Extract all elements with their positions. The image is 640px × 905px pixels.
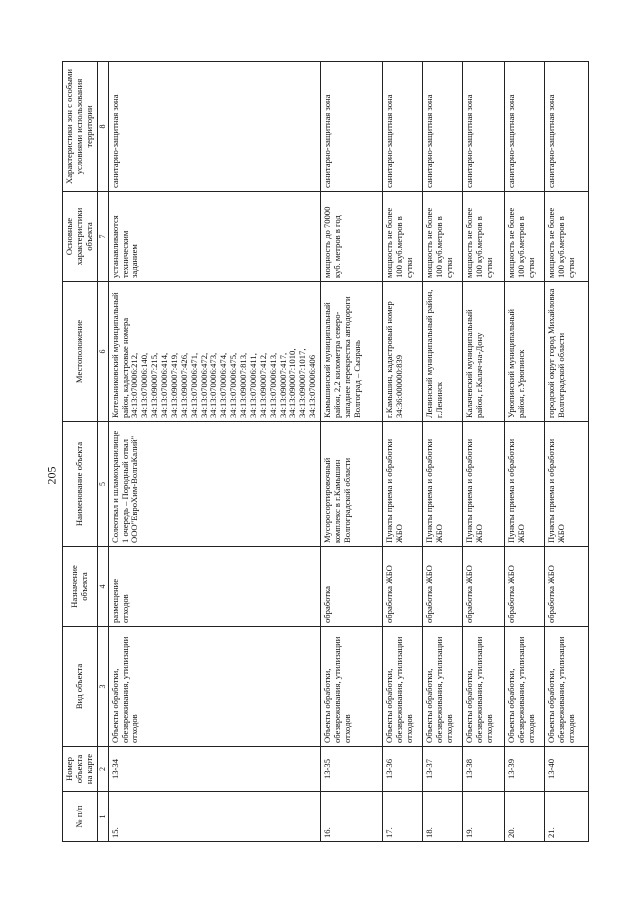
row-location: Ленинский муниципальный район, г.Ленинск [423, 282, 463, 422]
row-zone: санитарно-защитная зона [545, 62, 589, 192]
row-map-code: 13-35 [321, 747, 383, 792]
row-object-type: Объекты обработки, обезвреживания, утилизации отходов [423, 627, 463, 747]
header-location: Местоположение [63, 282, 98, 422]
table-row [463, 62, 505, 842]
document-sheet [62, 62, 582, 842]
row-object-type: Объекты обработки, обезвреживания, утилизации отходов [383, 627, 423, 747]
row-object-type: Объекты обработки, обезвреживания, утилизации отходов [463, 627, 505, 747]
row-purpose: обработка ЖБО [423, 547, 463, 627]
row-location: Котельниковский муниципальный район, кадастровые номера 34:13:070006:212, 34:13:070006:140, 34:13:090007:215, 34:13:070006:414, 34:13:090007:419, 34:13:090007:426, 34:13:070006:471, 34:13:070006:472, 34:13:070006:473, 34:13:070006:474, 34:13:070006:475, 34:13:090007:813, 34:13:070006:411, 34:13:090007:412, 34:13:070006:413, 34:13:090007:417, 34:13:090007:1010, 34:13:090007:1017, 34:13:070006:406 [108, 282, 320, 422]
header-object-type: Вид объекта [63, 627, 98, 747]
header-map-code: Номер объекта на карте [63, 747, 98, 792]
row-object-type: Объекты обработки, обезвреживания, утилизации отходов [545, 627, 589, 747]
row-name: Пункты приема и обработки ЖБО [505, 422, 545, 547]
row-location: г.Камышин, кадастровый номер 34:36:000000:839 [383, 282, 423, 422]
row-zone: санитарно-защитная зона [108, 62, 320, 192]
row-object-type: Объекты обработки, обезвреживания, утилизации отходов [108, 627, 320, 747]
row-location: Урюпинский муниципальный район, г.Урюпинск [505, 282, 545, 422]
header-purpose: Назначение объекта [63, 547, 98, 627]
row-name: Пункты приема и обработки ЖБО [545, 422, 589, 547]
column-number: 8 [97, 62, 108, 192]
row-map-code: 13-34 [108, 747, 320, 792]
row-characteristics: мощность не более 100 куб.метров в сутки [545, 192, 589, 282]
column-numbers-row [97, 62, 108, 842]
row-zone: санитарно-защитная зона [463, 62, 505, 192]
row-characteristics: мощность не более 100 куб.метров в сутки [505, 192, 545, 282]
row-characteristics: мощность не более 100 куб.метров в сутки [383, 192, 423, 282]
header-zone: Характеристики зон с особыми условиями использования территории [63, 62, 98, 192]
row-map-code: 13-36 [383, 747, 423, 792]
column-number: 5 [97, 422, 108, 547]
column-number: 2 [97, 747, 108, 792]
row-index: 20. [505, 792, 545, 842]
row-purpose: обработка ЖБО [383, 547, 423, 627]
row-map-code: 13-40 [545, 747, 589, 792]
row-zone: санитарно-защитная зона [505, 62, 545, 192]
row-purpose: обработка ЖБО [463, 547, 505, 627]
row-zone: санитарно-защитная зона [321, 62, 383, 192]
row-name: Пункты приема и обработки ЖБО [463, 422, 505, 547]
row-purpose: обработка ЖБО [545, 547, 589, 627]
row-purpose: размещение отходов [108, 547, 320, 627]
row-characteristics: мощность не более 100 куб.метров в сутки [463, 192, 505, 282]
row-name: Мусоросортировочный комплекс в г.Камышин Волгоградской области [321, 422, 383, 547]
row-location: городской округ город Михайловка Волгоградской области [545, 282, 589, 422]
row-location: Калачевский муниципальный район, г.Калач-на-Дону [463, 282, 505, 422]
column-number: 4 [97, 547, 108, 627]
row-object-type: Объекты обработки, обезвреживания, утилизации отходов [505, 627, 545, 747]
column-number: 6 [97, 282, 108, 422]
row-index: 15. [108, 792, 320, 842]
table-row [505, 62, 545, 842]
row-index: 18. [423, 792, 463, 842]
header-row [63, 62, 98, 842]
row-name: Пункты приема и обработки ЖБО [383, 422, 423, 547]
row-name: Пункты приема и обработки ЖБО [423, 422, 463, 547]
row-location: Камышинский муниципальный район, 2,2 километра северо-западнее перекрестка автодороги Волгоград – Сызрань [321, 282, 383, 422]
row-characteristics: устанавливаются техническим заданием [108, 192, 320, 282]
column-number: 7 [97, 192, 108, 282]
waste-facilities-table [62, 61, 589, 842]
row-map-code: 13-39 [505, 747, 545, 792]
table-row [423, 62, 463, 842]
table-row [383, 62, 423, 842]
row-map-code: 13-37 [423, 747, 463, 792]
row-index: 19. [463, 792, 505, 842]
row-purpose: обработка [321, 547, 383, 627]
table-row [108, 62, 320, 842]
row-map-code: 13-38 [463, 747, 505, 792]
row-zone: санитарно-защитная зона [383, 62, 423, 192]
row-characteristics: мощность до 70000 куб. метров в год [321, 192, 383, 282]
table-row [321, 62, 383, 842]
column-number: 3 [97, 627, 108, 747]
page-number: 205 [44, 466, 59, 485]
row-name: Солеотвал и шламохранилище 1 очередь – Породный отвал ООО"ЕвроХим-ВолгаКалий" [108, 422, 320, 547]
row-index: 17. [383, 792, 423, 842]
table-row [545, 62, 589, 842]
column-number: 1 [97, 792, 108, 842]
header-index: № п/п [63, 792, 98, 842]
row-purpose: обработка ЖБО [505, 547, 545, 627]
row-index: 21. [545, 792, 589, 842]
row-zone: санитарно-защитная зона [423, 62, 463, 192]
row-characteristics: мощность не более 100 куб.метров в сутки [423, 192, 463, 282]
header-characteristics: Основные характеристики объекта [63, 192, 98, 282]
row-index: 16. [321, 792, 383, 842]
header-name: Наименование объекта [63, 422, 98, 547]
row-object-type: Объекты обработки, обезвреживания, утилизации отходов [321, 627, 383, 747]
